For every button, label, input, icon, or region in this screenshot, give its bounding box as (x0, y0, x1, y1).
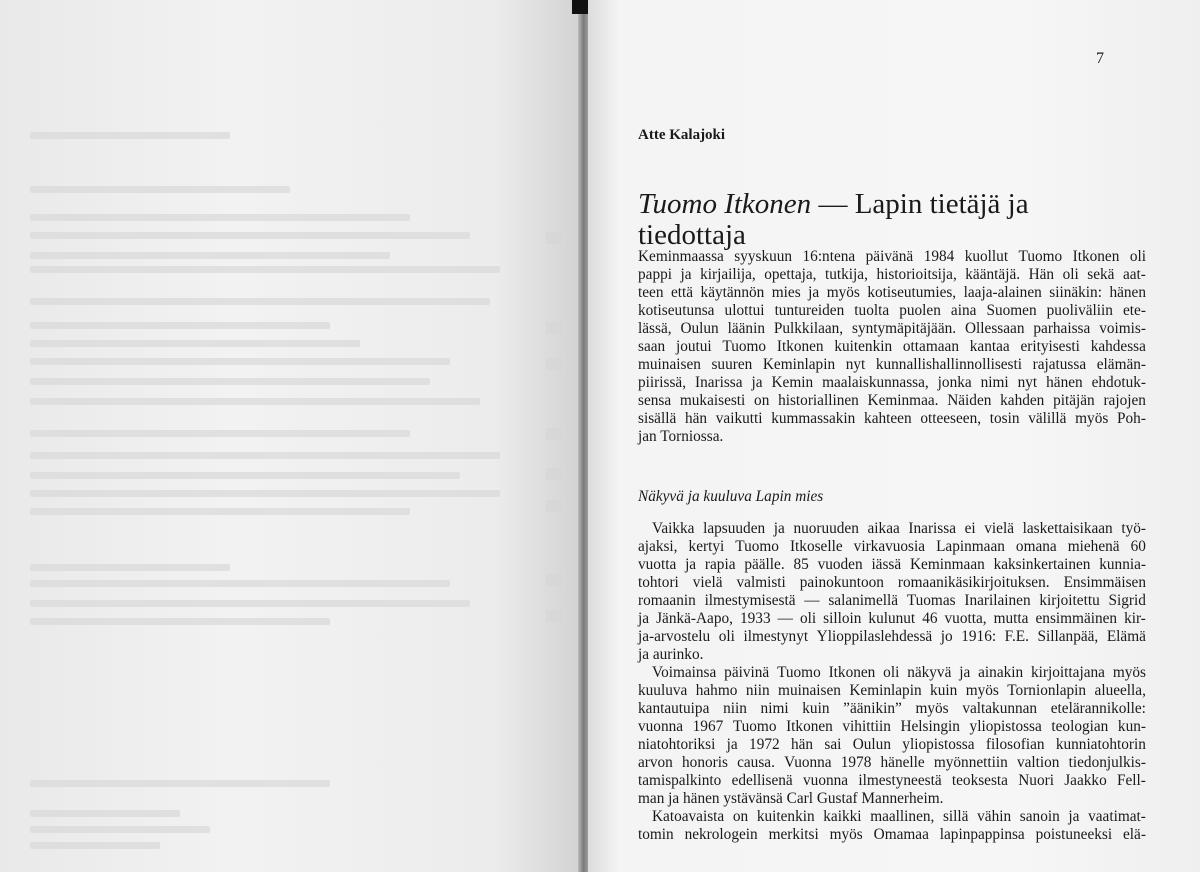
show-through-mark (30, 618, 330, 625)
show-through-mark (30, 842, 160, 849)
show-through-mark (30, 214, 410, 221)
text-line: kotiseutunsa ulottui tuntureiden tuolta puolen aina Suomen puoliväliin ete- (638, 302, 1146, 319)
show-through-mark (30, 564, 230, 571)
article-title (638, 189, 1058, 251)
text-line: lässä, Oulun läänin Pulkkilaan, syntymäpitäjään. Ollessaan parhaissa voimis- (638, 320, 1146, 337)
text-line: niatohtoriksi ja 1972 hän sai Oulun yliopistossa filosofian kunniatohtorin (638, 736, 1146, 753)
show-through-mark (30, 266, 500, 273)
show-through-mark (546, 468, 562, 480)
text-line: arvon honoris causa. Vuonna 1978 hänelle myönnettiin valtion tiedonjulkis- (638, 754, 1146, 771)
text-line: ja aurinko. (638, 646, 704, 663)
show-through-mark (546, 500, 562, 512)
show-through-mark (546, 610, 562, 622)
show-through-mark (30, 232, 470, 239)
text-line: saan joutui Tuomo Itkonen kuitenkin ottamaan kantaa erityisesti kahdessa (638, 338, 1146, 355)
text-line: sensa mukaisesti on historiallinen Keminmaa. Näiden kahden pitäjän rajojen (638, 392, 1146, 409)
text-line: sisällä hän vaikutti kummassakin kahteen otteeseen, tosin välillä myös Poh- (638, 410, 1146, 427)
text-line: ja-arvostelu oli ilmestynyt Ylioppilaslehdessä jo 1916: F.E. Sillanpää, Elämä (638, 628, 1146, 645)
text-line: ajaksi, kertyi Tuomo Itkoselle virkavuosia Lapinmaan omana miehenä 60 (638, 538, 1146, 555)
text-line: kantautuipa niin nimi kuin ”äänikin” myös valtakunnan etelärannikolle: (638, 700, 1146, 717)
show-through-mark (30, 826, 210, 833)
text-line: romaanin ilmestymisestä — salanimellä Tuomas Inarilainen kirjoitettu Sigrid (638, 592, 1146, 609)
body-text (638, 520, 1146, 844)
title-rest-part: — Lapin tietäjä ja tiedottaja (638, 188, 1029, 252)
section-heading: Näkyvä ja kuuluva Lapin mies (638, 488, 824, 505)
text-line: pappi ja kirjailija, opettaja, tutkija, historioitsija, kääntäjä. Hän oli sekä aat- (638, 266, 1146, 283)
text-line: kuuluva hahmo niin muinaisen Keminlapin kuin myös Tornionlapin alueella, (638, 682, 1146, 699)
text-line: vuonna 1967 Tuomo Itkonen vihittiin Helsingin yliopistossa teologian kun- (638, 718, 1146, 735)
text-line: Voimainsa päivinä Tuomo Itkonen oli näkyvä ja ainakin kirjoittajana myös (652, 664, 1146, 681)
book-spine (578, 0, 588, 872)
show-through-mark (30, 132, 230, 139)
text-line: tamispalkinto edellisenä vuonna ilmestyneestä teoksesta Nuori Jaakko Fell- (638, 772, 1146, 789)
text-line: jan Torniossa. (638, 428, 724, 445)
show-through-mark (30, 252, 390, 259)
text-line: teen että käytännön mies ja myös kotiseutumies, laaja-alainen siinäkin: hänen (638, 284, 1146, 301)
show-through-mark (30, 358, 450, 365)
show-through-mark (30, 508, 410, 515)
left-page-blank (0, 0, 582, 872)
text-line: tohtori vielä valmisti painokuntoon romaanikäsikirjoituksen. Ensimmäisen (638, 574, 1146, 591)
text-line: Katoavaista on kuitenkin kaikki maallinen, sillä vähin sanoin ja vaatimat- (652, 808, 1146, 825)
show-through-mark (30, 600, 470, 607)
text-line: ja Jänkä-Aapo, 1933 — oli silloin kulunut 46 vuotta, mutta ensimmäinen kir- (638, 610, 1146, 627)
show-through-mark (30, 490, 500, 497)
text-line: man ja hänen ystävänsä Carl Gustaf Mannerheim. (638, 790, 944, 807)
text-line: tomin nekrologein merkitsi myös Omamaa lapinpappinsa poistuneeksi elä- (638, 826, 1146, 843)
show-through-mark (30, 430, 410, 437)
right-page (588, 0, 1200, 872)
show-through-mark (546, 574, 562, 586)
show-through-mark (30, 186, 290, 193)
show-through-mark (30, 378, 430, 385)
intro-paragraph (638, 248, 1146, 446)
show-through-mark (30, 810, 180, 817)
show-through-mark (546, 322, 562, 334)
show-through-mark (30, 452, 500, 459)
title-italic-part: Tuomo Itkonen (638, 188, 812, 221)
text-line: muinaisen suuren Keminlapin nyt kunnallishallinnollisesti rajatussa elämän- (638, 356, 1146, 373)
show-through-mark (30, 298, 490, 305)
page-number: 7 (1096, 50, 1104, 67)
show-through-mark (30, 472, 460, 479)
text-line: Vaikka lapsuuden ja nuoruuden aikaa Inarissa ei vielä laskettaisikaan työ- (652, 520, 1146, 537)
show-through-mark (30, 340, 360, 347)
show-through-mark (546, 358, 562, 370)
show-through-mark (30, 322, 330, 329)
text-line: Keminmaassa syyskuun 16:ntena päivänä 1984 kuollut Tuomo Itkonen oli (638, 248, 1146, 265)
show-through-mark (546, 428, 562, 440)
show-through-mark (30, 580, 450, 587)
show-through-mark (546, 232, 562, 244)
show-through-mark (30, 780, 330, 787)
text-line: piirissä, Inarissa ja Kemin maalaiskunnassa, jonka nimi nyt hänen ehdotuk- (638, 374, 1146, 391)
text-line: vuotta ja rapia päälle. 85 vuoden iässä Keminmaan kaksinkertainen kunnia- (638, 556, 1146, 573)
show-through-mark (30, 398, 480, 405)
article-author: Atte Kalajoki (638, 127, 726, 143)
